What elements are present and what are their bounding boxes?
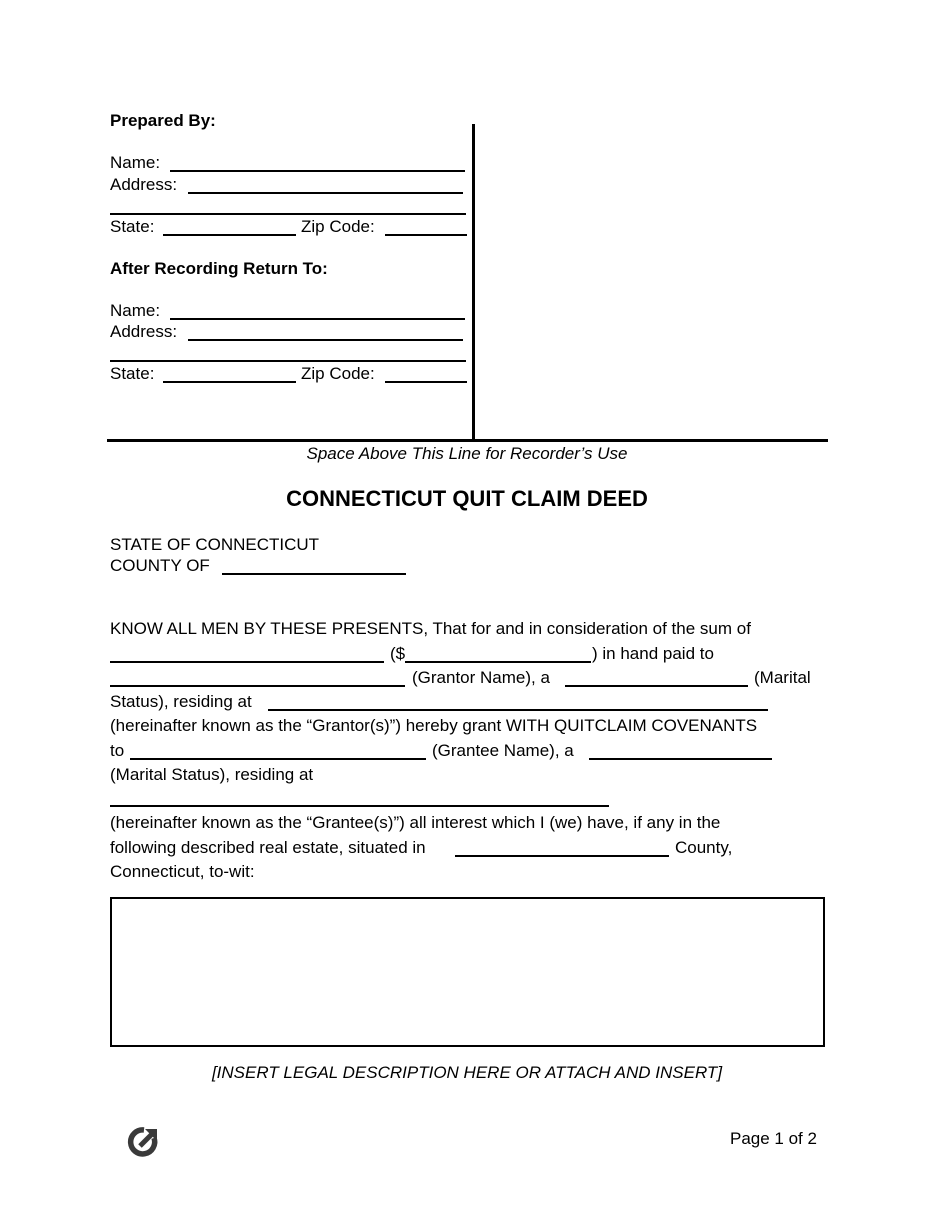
grantor-name-field[interactable]	[110, 685, 405, 687]
document-title: CONNECTICUT QUIT CLAIM DEED	[286, 486, 648, 511]
prepared-by-heading: Prepared By:	[110, 111, 216, 130]
prepared-by-state-field[interactable]	[163, 234, 296, 236]
prepared-by-name-field[interactable]	[170, 170, 465, 172]
return-to-name-field[interactable]	[170, 318, 465, 320]
property-county-field[interactable]	[455, 855, 669, 857]
body-line-7: (Marital Status), residing at	[110, 765, 314, 784]
grantee-address-field[interactable]	[110, 805, 609, 807]
return-to-state-label: State:	[110, 364, 155, 383]
recorder-area-vertical-divider	[472, 124, 475, 441]
arrow-refresh-logo-icon	[126, 1124, 162, 1160]
grantor-address-field[interactable]	[268, 709, 768, 711]
body-line-6-to: to	[110, 741, 125, 760]
prepared-by-zip-label: Zip Code:	[301, 217, 375, 236]
body-line-9-start: following described real estate, situated in	[110, 838, 426, 857]
consideration-words-field[interactable]	[110, 661, 384, 663]
return-to-zip-label: Zip Code:	[301, 364, 375, 383]
venue-county-label: COUNTY OF	[110, 556, 210, 575]
return-to-heading: After Recording Return To:	[110, 259, 328, 278]
grantee-marital-status-field[interactable]	[589, 758, 772, 760]
body-line-5: (hereinafter known as the “Grantor(s)”) hereby grant WITH QUITCLAIM COVENANTS	[110, 716, 758, 735]
prepared-by-name-label: Name:	[110, 153, 161, 172]
return-to-zip-field[interactable]	[385, 381, 467, 383]
body-line-2-tail: ) in hand paid to	[592, 644, 714, 663]
consideration-dollar-open: ($	[390, 644, 406, 663]
recorder-area-horizontal-divider	[107, 439, 828, 442]
prepared-by-state-label: State:	[110, 217, 155, 236]
return-to-address-label: Address:	[110, 322, 178, 341]
grantor-name-label: (Grantor Name), a	[412, 668, 550, 687]
return-to-state-field[interactable]	[163, 381, 296, 383]
prepared-by-address-label: Address:	[110, 175, 178, 194]
body-line-4: Status), residing at	[110, 692, 252, 711]
body-line-9-end: County,	[675, 838, 733, 857]
page-number: Page 1 of 2	[730, 1129, 817, 1148]
venue-county-field[interactable]	[222, 573, 406, 575]
return-to-address-field[interactable]	[188, 339, 463, 341]
legal-description-box[interactable]	[110, 897, 825, 1047]
prepared-by-address-field[interactable]	[188, 192, 463, 194]
prepared-by-zip-field[interactable]	[385, 234, 467, 236]
grantor-marital-status-field[interactable]	[565, 685, 748, 687]
grantee-name-field[interactable]	[130, 758, 426, 760]
body-line-8: (hereinafter known as the “Grantee(s)”) all interest which I (we) have, if any in the	[110, 813, 721, 832]
venue-state: STATE OF CONNECTICUT	[110, 535, 320, 554]
grantee-name-label: (Grantee Name), a	[432, 741, 574, 760]
return-to-name-label: Name:	[110, 301, 161, 320]
return-to-address-field-2[interactable]	[110, 360, 466, 362]
grantor-marital-label: (Marital	[754, 668, 811, 687]
legal-description-note: [INSERT LEGAL DESCRIPTION HERE OR ATTACH AND INSERT]	[211, 1063, 723, 1082]
recorder-use-note: Space Above This Line for Recorder’s Use	[306, 444, 628, 463]
body-line-10: Connecticut, to-wit:	[110, 862, 255, 881]
consideration-amount-field[interactable]	[405, 661, 591, 663]
body-line-1: KNOW ALL MEN BY THESE PRESENTS, That for and in consideration of the sum of	[110, 619, 751, 638]
prepared-by-address-field-2[interactable]	[110, 213, 466, 215]
